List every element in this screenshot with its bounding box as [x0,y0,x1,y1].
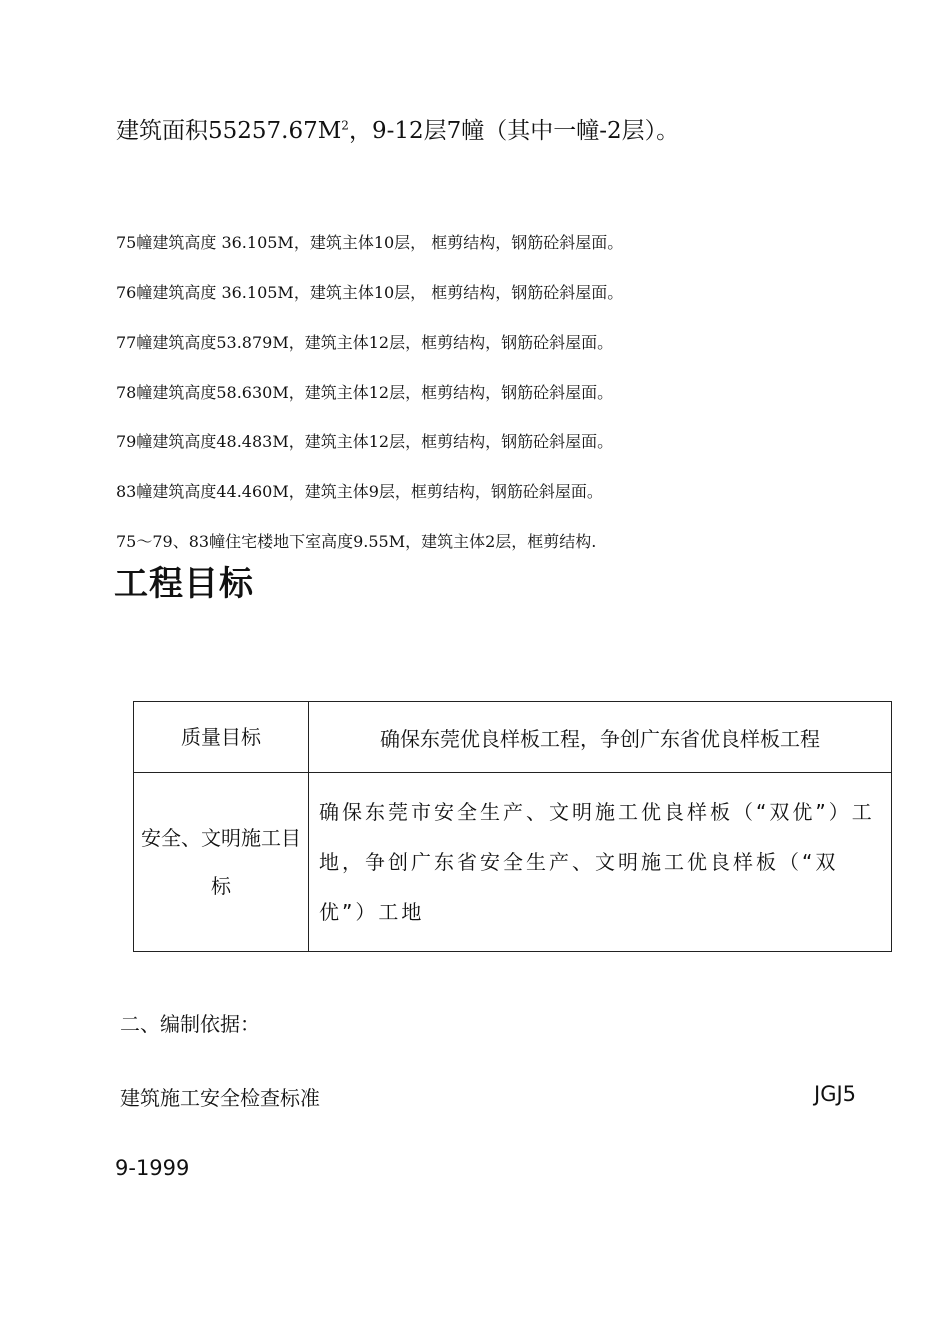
building-line-75: 75幢建筑高度 36.105M，建筑主体10层， 框剪结构，钢筋砼斜屋面。 [116,233,624,252]
area-superscript: 2 [341,118,349,133]
basement-line: 75～79、83幢住宅楼地下室高度9.55M，建筑主体2层，框剪结构. [116,532,597,551]
safety-goal-label: 安全、文明施工目标 [134,773,309,952]
building-line-78: 78幢建筑高度58.630M，建筑主体12层，框剪结构，钢筋砼斜屋面。 [116,383,614,402]
standard-code-part2: 9-1999 [115,1156,190,1180]
safety-goal-content: 确保东莞市安全生产、文明施工优良样板（“双优”）工地，争创广东省安全生产、文明施工优良样板（“双优”）工地 [309,773,892,952]
building-line-83: 83幢建筑高度44.460M，建筑主体9层，框剪结构，钢筋砼斜屋面。 [116,482,603,501]
building-line-79: 79幢建筑高度48.483M，建筑主体12层，框剪结构，钢筋砼斜屋面。 [116,432,614,451]
quality-goal-label: 质量目标 [134,702,309,773]
building-line-77: 77幢建筑高度53.879M，建筑主体12层，框剪结构，钢筋砼斜屋面。 [116,333,614,352]
standard-code-part1: JGJ5 [814,1082,857,1106]
table-row [134,702,892,773]
area-text: 建筑面积55257.67M [116,118,342,144]
goals-table [133,701,892,952]
standard-name: 建筑施工安全检查标准 [120,1086,320,1110]
area-tail-text: ，9-12层7幢（其中一幢-2层）。 [348,118,680,144]
quality-goal-content: 确保东莞优良样板工程，争创广东省优良样板工程 [309,702,892,773]
basis-heading: 二、编制依据： [120,1012,260,1036]
building-line-76: 76幢建筑高度 36.105M，建筑主体10层， 框剪结构，钢筋砼斜屋面。 [116,283,624,302]
goals-heading: 工程目标 [114,564,254,604]
table-row [134,773,892,952]
building-area-summary [116,112,679,145]
